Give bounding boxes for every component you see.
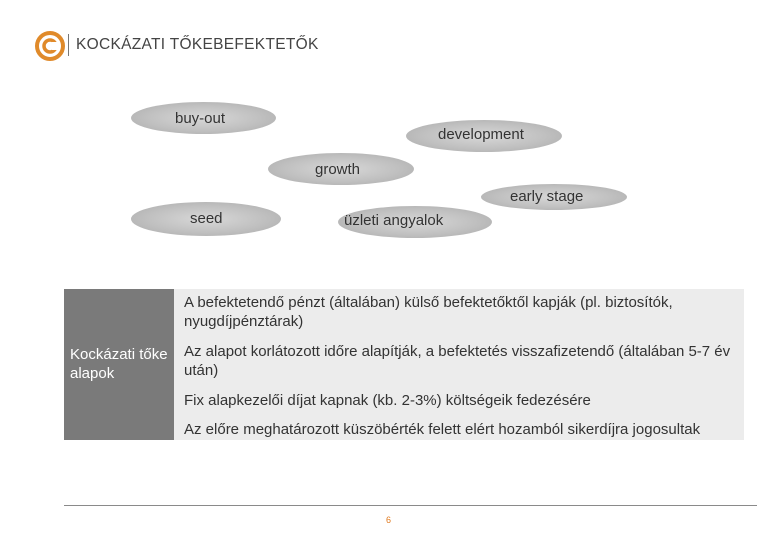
stage-growth: [268, 153, 414, 185]
list-item: A befektetendő pénzt (általában) külső befektetőktől kapják (pl. biztosítók, nyugdíjpénztárak): [184, 294, 673, 330]
list-item: Az alapot korlátozott időre alapítják, a befektetés visszafizetendő (általában 5-7 év után): [184, 343, 731, 379]
stage-label: early stage: [510, 188, 584, 205]
stage-label: buy-out: [175, 110, 226, 127]
panel-heading: Kockázati tőke alapok: [70, 346, 168, 382]
panel-content: [174, 289, 744, 440]
stage-development: [406, 120, 562, 152]
stage-label: seed: [190, 210, 223, 227]
list-item: Az előre meghatározott küszöbérték felett elért hozamból sikerdíjra jogosultak: [184, 421, 701, 438]
panel-heading-box: [64, 289, 174, 440]
stage-label: üzleti angyalok: [344, 212, 444, 229]
footer-divider: [64, 505, 757, 506]
list-item: Fix alapkezelői díjat kapnak (kb. 2-3%) költségeik fedezésére: [184, 392, 591, 409]
page-title: KOCKÁZATI TŐKEBEFEKTETŐK: [76, 36, 319, 53]
title-divider: [68, 34, 69, 56]
stage-seed: [131, 202, 281, 236]
stage-early-stage: [481, 184, 627, 210]
c-circle-logo-icon: [34, 30, 66, 62]
stage-buy-out: [131, 102, 276, 134]
page-number: 6: [386, 515, 392, 525]
stage-business-angels: [338, 206, 492, 238]
stage-label: development: [438, 126, 524, 143]
stage-label: growth: [315, 161, 361, 178]
